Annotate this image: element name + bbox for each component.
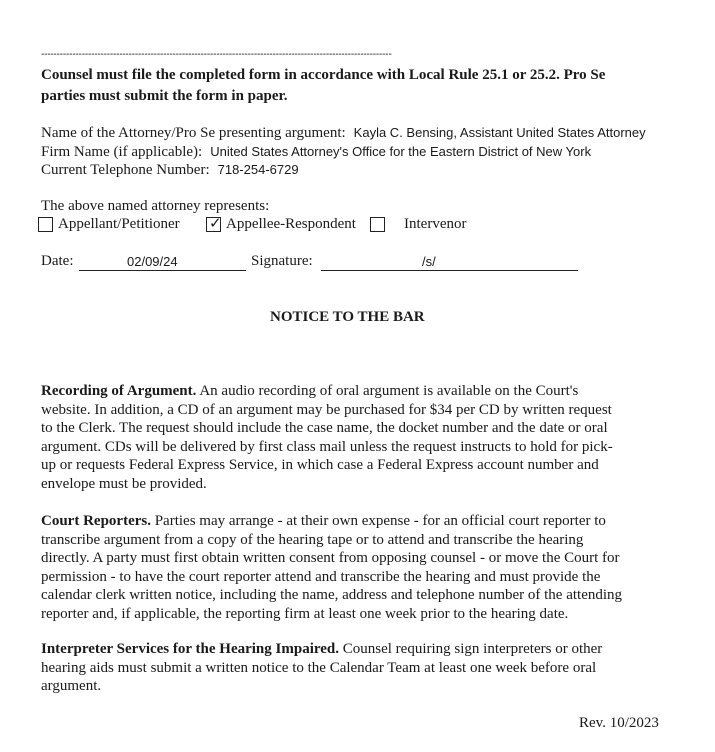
dashed-divider: ---------------------------------------------------------------------------------------------------------------- [41,51,392,59]
intervenor-checkbox[interactable] [370,217,385,232]
telephone-value[interactable]: 718-254-6729 [217,162,299,177]
section-heading: Court Reporters. [41,513,151,529]
date-label: Date: [41,253,74,269]
section-line: directly. A party must first obtain written consent from opposing counsel - or move the Court for [41,550,620,566]
presenter-name-label: Name of the Attorney/Pro Se presenting argument: [41,125,346,141]
check-mark-icon: ✓ [209,214,222,232]
court-reporters-section [41,512,681,623]
section-line: website. In addition, a CD of an argument may be purchased for $34 per CD by written request [41,401,612,418]
appellee-respondent-checkbox[interactable] [206,214,222,232]
firm-name-value[interactable]: United States Attorney's Office for the Eastern District of New York [210,144,592,159]
section-line: An audio recording of oral argument is available on the Court's [196,383,579,399]
filing-instruction-line-2: parties must submit the form in paper. [41,88,288,104]
presenter-name-row [41,124,646,142]
appellant-petitioner-checkbox[interactable] [38,217,53,232]
section-line: envelope must be provided. [41,475,207,492]
notice-title: NOTICE TO THE BAR [270,309,425,325]
section-line: transcribe argument from a copy of the hearing tape or to attend and transcribe the hearing [41,531,584,548]
section-line: Parties may arrange - at their own expense - for an official court reporter to [150,513,606,529]
revision-date: Rev. 10/2023 [579,715,659,731]
section-line: argument. [41,678,102,694]
telephone-row [41,161,299,179]
section-heading: Interpreter Services for the Hearing Impaired. [41,641,339,657]
section-line: up or requests Federal Express Service, in which case a Federal Express account number and [41,457,599,473]
date-value[interactable]: 02/09/24 [127,254,178,269]
interpreter-services-section [41,640,681,696]
filing-instruction-line-1: Counsel must file the completed form in accordance with Local Rule 25.1 or 25.2. Pro Se [41,67,606,83]
section-line: calendar clerk written notice, including the name, address and telephone number of the attending [41,587,623,603]
recording-of-argument-section [41,382,681,493]
signature-label: Signature: [251,253,313,269]
appellant-petitioner-label: Appellant/Petitioner [58,216,180,232]
telephone-label: Current Telephone Number: [41,162,210,178]
date-underline [79,270,246,271]
presenter-name-value[interactable]: Kayla C. Bensing, Assistant United States Attorney [353,125,646,140]
section-line: Counsel requiring sign interpreters or other [339,641,603,657]
section-heading: Recording of Argument. [41,383,197,399]
intervenor-label: Intervenor [404,216,467,232]
section-line: to the Clerk. The request should include the case name, the docket number and the date or oral [41,420,608,436]
appellee-respondent-label: Appellee-Respondent [226,216,356,232]
signature-underline [321,270,578,271]
firm-name-row [41,143,591,161]
signature-value[interactable]: /s/ [422,254,436,269]
section-line: reporter and, if applicable, the reporting firm at least one week prior to the hearing date. [41,605,569,622]
section-line: argument. CDs will be delivered by first class mail unless the request instructs to hold for pick- [41,438,613,455]
represents-label: The above named attorney represents: [41,198,270,214]
section-line: hearing aids must submit a written notice to the Calendar Team at least one week before oral [41,659,597,676]
firm-name-label: Firm Name (if applicable): [41,144,203,160]
section-line: permission - to have the court reporter attend and transcribe the hearing and must provide the [41,568,601,585]
